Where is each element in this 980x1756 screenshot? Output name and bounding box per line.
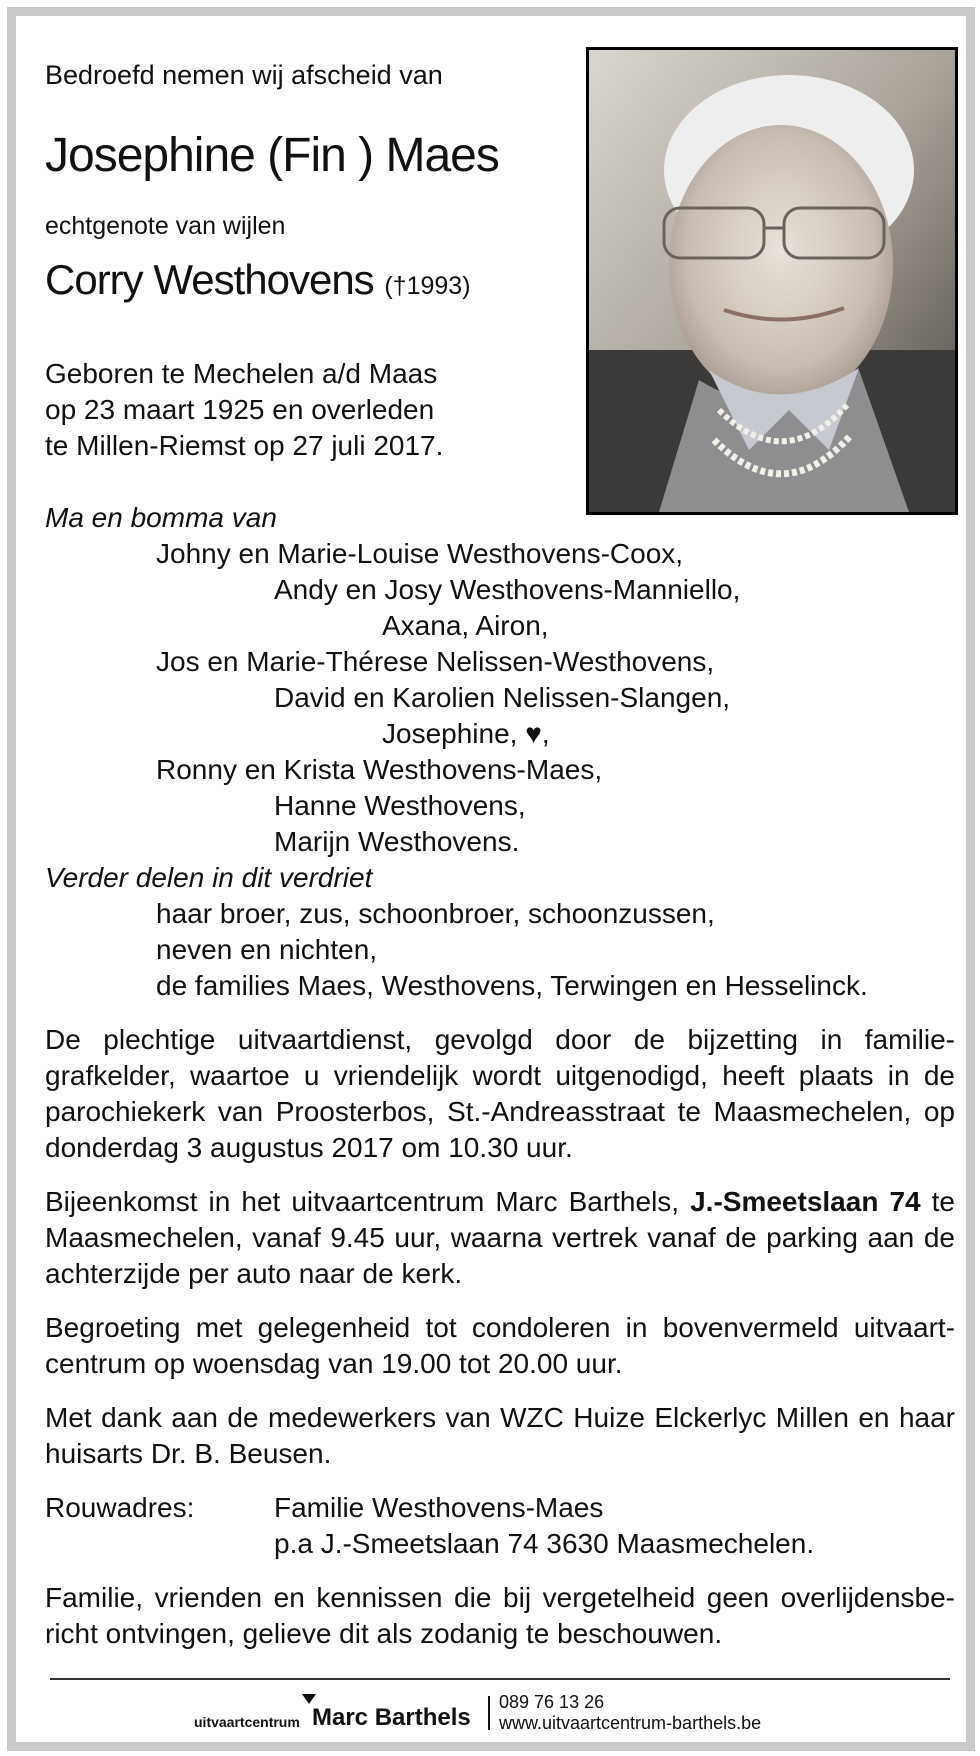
deceased-name: Josephine (Fin ) Maes <box>45 129 499 182</box>
website-link[interactable]: www.uitvaartcentrum-barthels.be <box>499 1713 762 1733</box>
birth-info <box>45 356 443 464</box>
family-member: Axana, Airon, <box>382 610 549 641</box>
gathering-suffix: te Maasmechelen, vanaf 9.45 uur, waarna vertrek vanaf de parking aan de achterzijde per auto naar de kerk. <box>45 1186 955 1289</box>
footer-separator <box>488 1696 490 1730</box>
mourning-address-label: Rouwadres: <box>45 1492 195 1523</box>
others-line: de families Maes, Westhovens, Terwingen en Hesselinck. <box>156 970 868 1001</box>
brand-mark-icon <box>302 1694 316 1704</box>
mourning-address-line: p.a J.-Smeetslaan 74 3630 Maasmechelen. <box>274 1528 815 1559</box>
portrait-photo <box>586 47 958 515</box>
family-member: Andy en Josy Westhovens-Manniello, <box>274 574 741 605</box>
closing-paragraph: Familie, vrienden en kennissen die bij vergetelheid geen overlijdensbe-richt ontvingen, gelieve dit als zodanig te beschouwen. <box>45 1582 955 1649</box>
birth-line: op 23 maart 1925 en overleden <box>45 394 435 425</box>
birth-line: te Millen-Riemst op 27 juli 2017. <box>45 430 444 461</box>
family-heading: Ma en bomma van <box>45 502 277 533</box>
birth-line: Geboren te Mechelen a/d Maas <box>45 358 438 389</box>
portrait-image <box>589 50 955 512</box>
condolence-paragraph: Begroeting met gelegenheid tot condoleren in bovenvermeld uitvaart-centrum op woensdag van 19.00 tot 20.00 uur. <box>45 1312 955 1379</box>
brand-name: Marc Barthels <box>312 1704 471 1731</box>
family-member: Jos en Marie-Thérese Nelissen-Westhovens, <box>156 646 715 677</box>
spouse-death: (†1993) <box>384 272 471 300</box>
family-member: Hanne Westhovens, <box>274 790 526 821</box>
spouse-line <box>45 256 471 304</box>
brand-prefix: uitvaartcentrum <box>194 1714 300 1730</box>
spouse-name: Corry Westhovens <box>45 256 374 303</box>
others-heading: Verder delen in dit verdriet <box>45 862 373 893</box>
gathering-prefix: Bijeenkomst in het uitvaartcentrum Marc Barthels, <box>45 1186 691 1217</box>
mourning-address-line: Familie Westhovens-Maes <box>274 1492 604 1523</box>
family-member: Josephine, ♥, <box>382 718 550 749</box>
service-paragraph: De plechtige uitvaartdienst, gevolgd door de bijzetting in familie-grafkelder, waartoe u vriendelijk wordt uitgenodigd, heeft plaats in de parochiekerk van Proosterbos, St.-Andreasstraat te Maasmechelen, op donderdag 3 augustus 2017 om 10.30 uur. <box>45 1024 955 1163</box>
family-member: Ronny en Krista Westhovens-Maes, <box>156 754 603 785</box>
family-member: David en Karolien Nelissen-Slangen, <box>274 682 731 713</box>
phone-number: 089 76 13 26 <box>499 1692 605 1712</box>
gathering-address: J.-Smeetslaan 74 <box>690 1186 921 1217</box>
intro-text: Bedroefd nemen wij afscheid van <box>45 60 443 90</box>
obituary-card <box>7 7 975 1751</box>
others-line: haar broer, zus, schoonbroer, schoonzussen, <box>156 898 715 929</box>
footer-divider <box>50 1678 950 1680</box>
family-member: Marijn Westhovens. <box>274 826 520 857</box>
gathering-paragraph <box>45 1184 955 1292</box>
thanks-paragraph: Met dank aan de medewerkers van WZC Huize Elckerlyc Millen en haar huisarts Dr. B. Beusen. <box>45 1402 955 1469</box>
footer <box>16 1684 966 1736</box>
family-member: Johny en Marie-Louise Westhovens-Coox, <box>156 538 684 569</box>
others-line: neven en nichten, <box>156 934 378 965</box>
spouse-label: echtgenote van wijlen <box>45 212 286 240</box>
